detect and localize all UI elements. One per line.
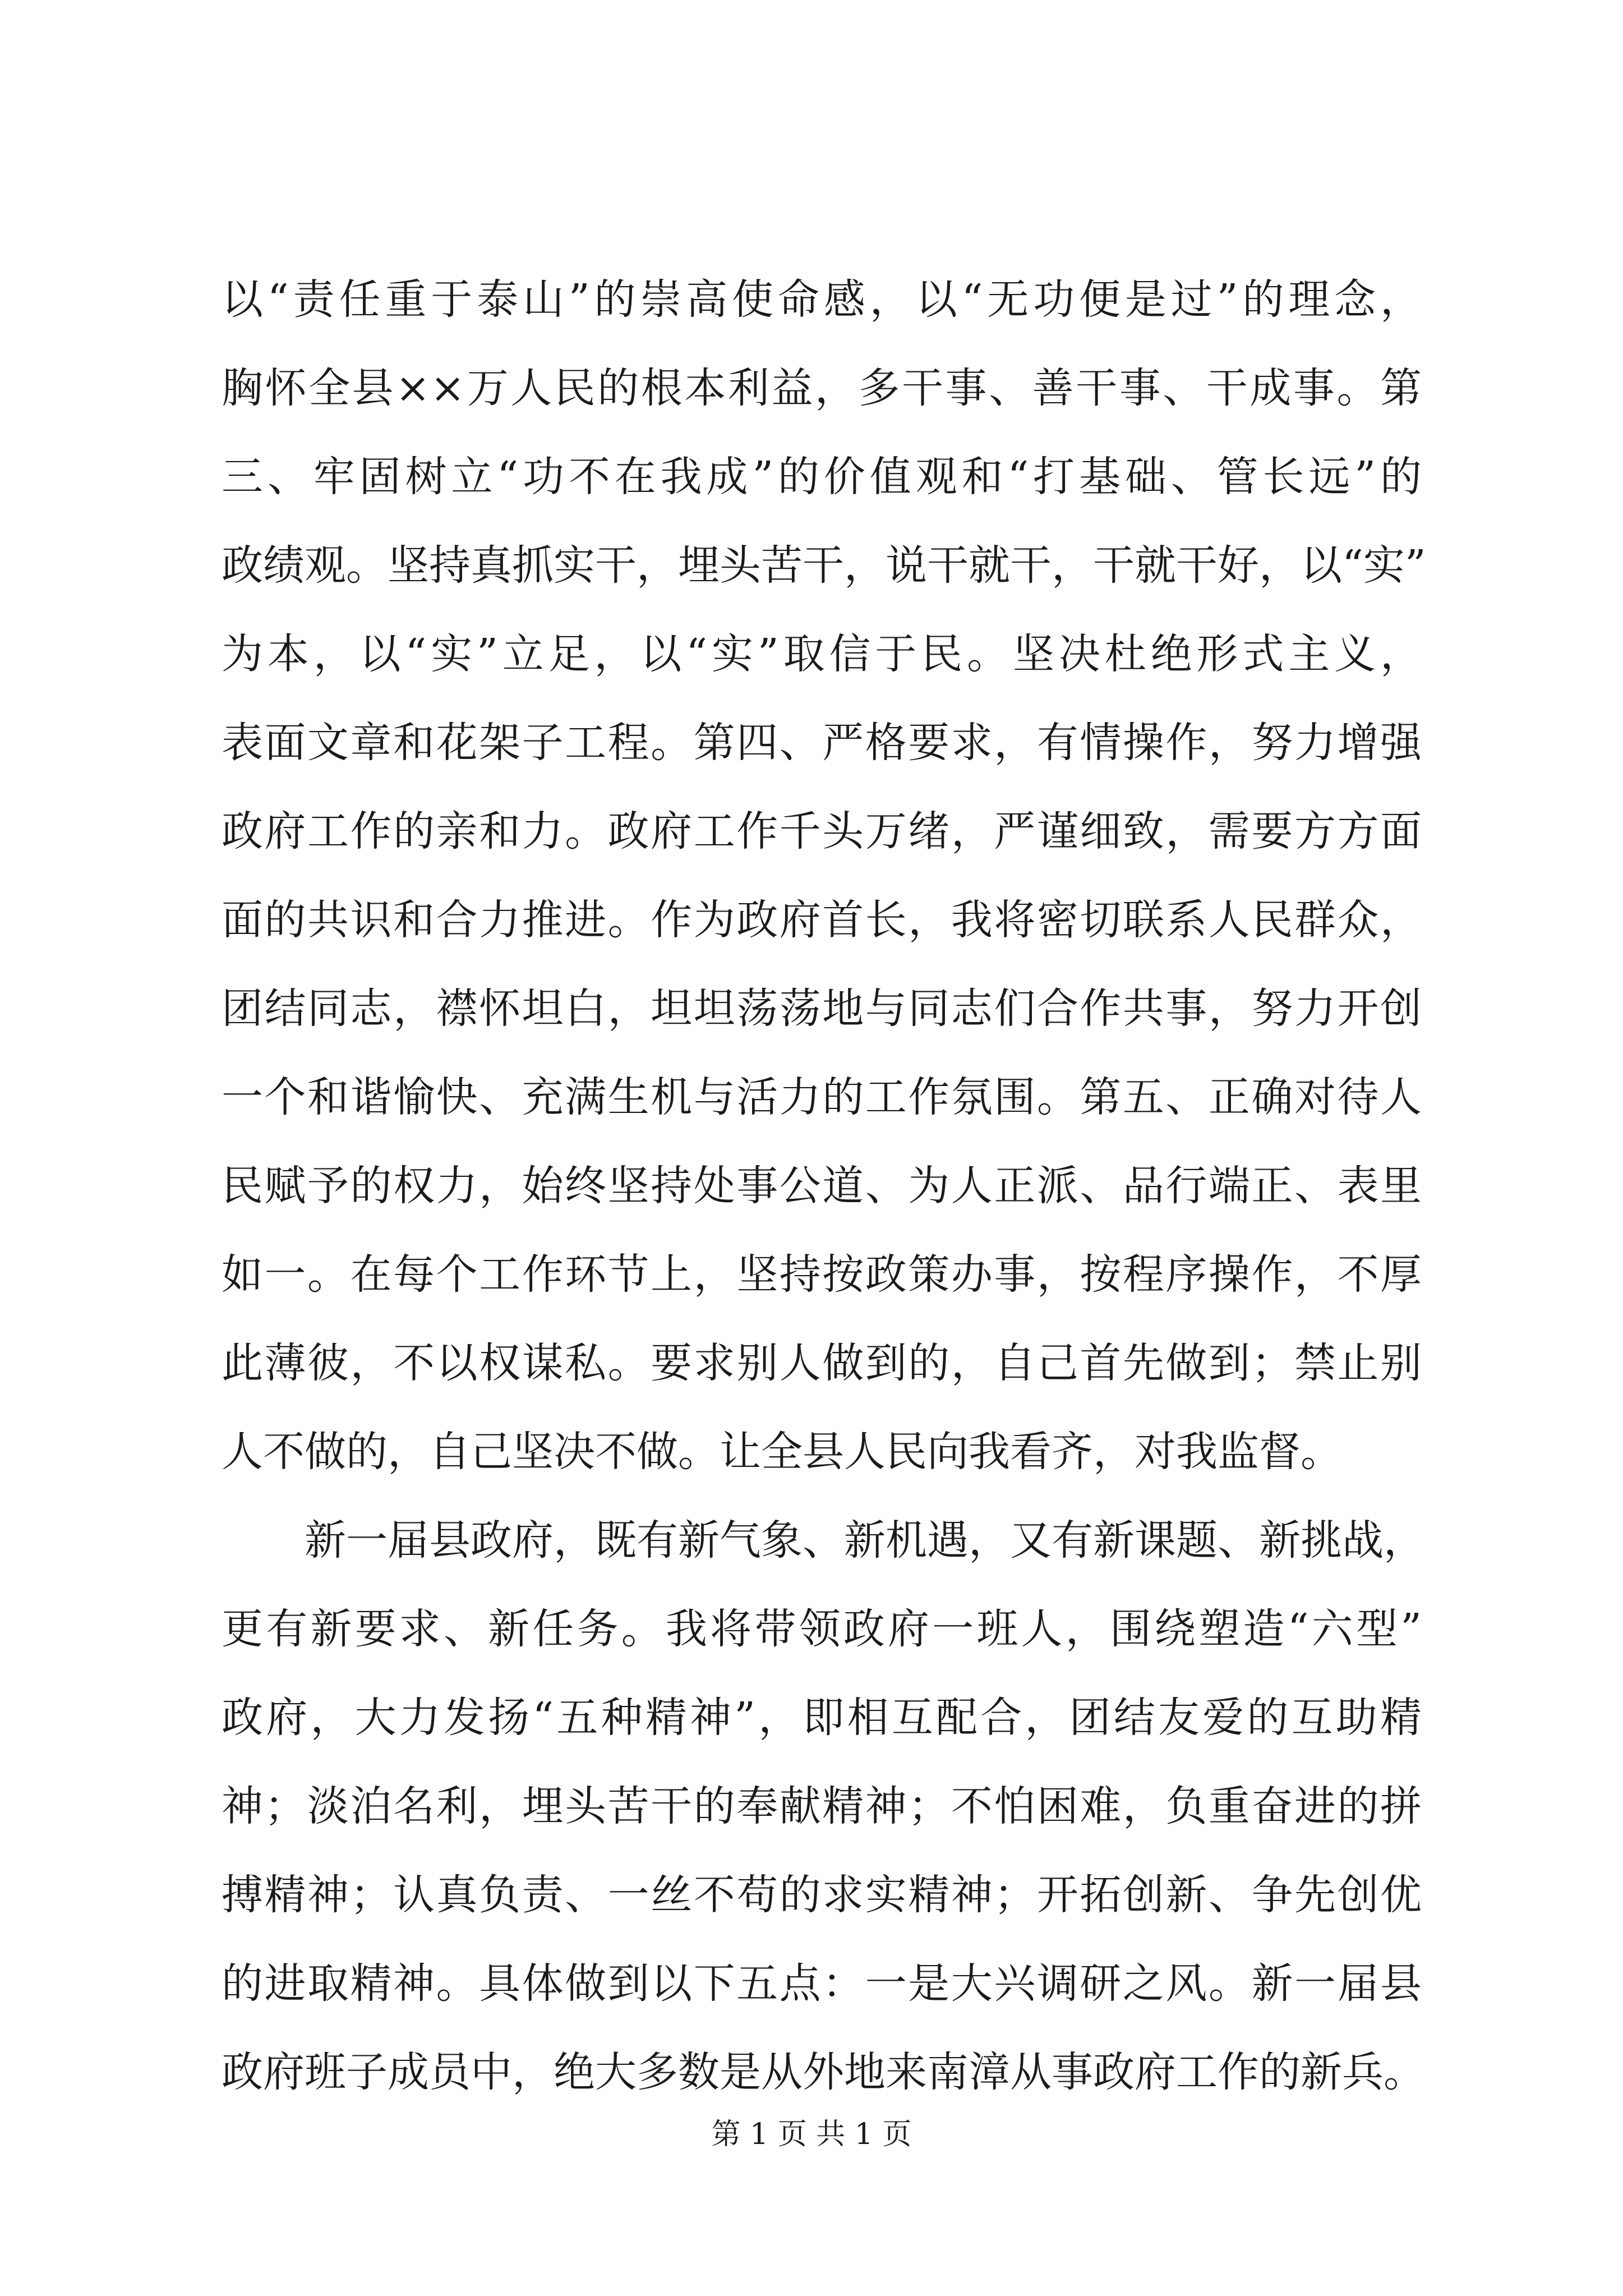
page-number-footer: 第 1 页 共 1 页	[711, 2118, 912, 2151]
text-line: 三、牢固树立“功不在我成”的价值观和“打基础、管长远”的	[222, 453, 1422, 501]
text-line: 新一届县政府，既有新气象、新机遇，又有新课题、新挑战，	[305, 1516, 1425, 1565]
text-line: 如一。在每个工作环节上，坚持按政策办事，按程序操作，不厚	[222, 1250, 1422, 1299]
text-line: 以“责任重于泰山”的崇高使命感，以“无功便是过”的理念，	[222, 275, 1422, 324]
text-line: 面的共识和合力推进。作为政府首长，我将密切联系人民群众，	[222, 896, 1422, 944]
text-line: 政府工作的亲和力。政府工作千头万绪，严谨细致，需要方方面	[222, 807, 1422, 855]
text-line: 人不做的，自己坚决不做。让全县人民向我看齐，对我监督。	[222, 1428, 1342, 1476]
body-text	[222, 255, 1426, 2116]
text-line: 搏精神；认真负责、一丝不苟的求实精神；开拓创新、争先创优	[222, 1871, 1422, 1919]
text-line: 此薄彼，不以权谋私。要求别人做到的，自己首先做到；禁止别	[222, 1339, 1422, 1387]
text-line: 表面文章和花架子工程。第四、严格要求，有情操作，努力增强	[222, 719, 1422, 767]
text-line: 团结同志，襟怀坦白，坦坦荡荡地与同志们合作共事，努力开创	[222, 984, 1422, 1033]
text-line: 政府，大力发扬“五种精神”，即相互配合，团结友爱的互助精	[222, 1694, 1422, 1742]
text-line: 政府班子成员中，绝大多数是从外地来南漳从事政府工作的新兵。	[222, 2048, 1425, 2096]
text-line: 为本，以“实”立足，以“实”取信于民。坚决杜绝形式主义，	[222, 630, 1422, 678]
text-line: 胸怀全县××万人民的根本利益，多干事、善干事、干成事。第	[222, 364, 1422, 412]
text-line: 神；淡泊名利，埋头苦干的奉献精神；不怕困难，负重奋进的拼	[222, 1782, 1422, 1830]
text-line: 更有新要求、新任务。我将带领政府一班人，围绕塑造“六型”	[222, 1605, 1422, 1653]
text-line: 一个和谐愉快、充满生机与活力的工作氛围。第五、正确对待人	[222, 1073, 1422, 1121]
text-line: 政绩观。坚持真抓实干，埋头苦干，说干就干，干就干好，以“实”	[222, 541, 1426, 590]
text-line: 民赋予的权力，始终坚持处事公道、为人正派、品行端正、表里	[222, 1162, 1422, 1210]
text-line: 的进取精神。具体做到以下五点：一是大兴调研之风。新一届县	[222, 1959, 1422, 2008]
